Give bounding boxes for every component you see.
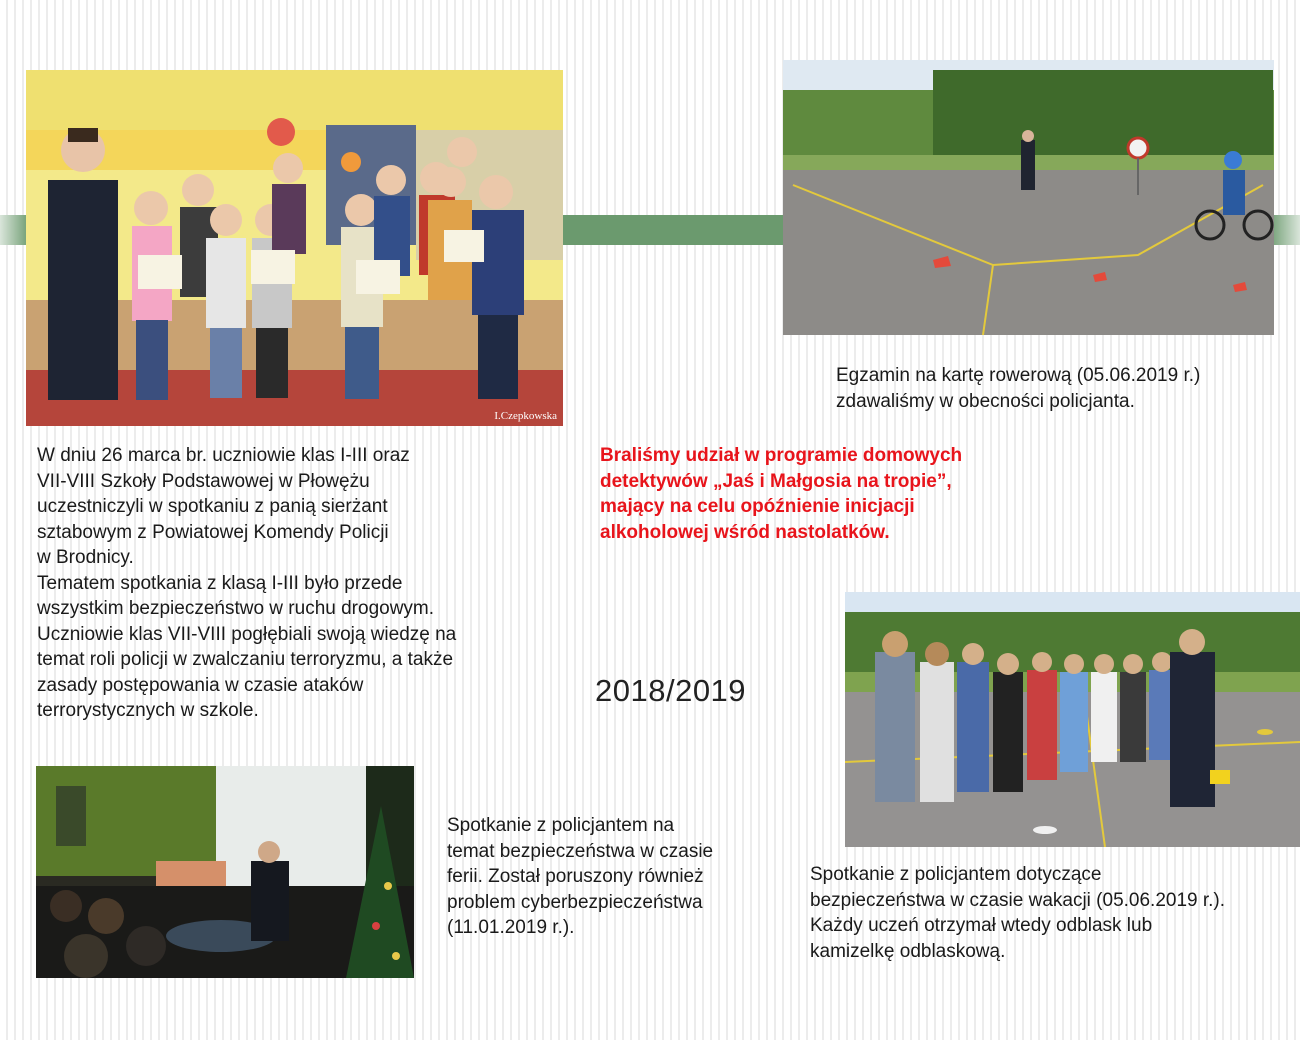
caption-summer-meeting: Spotkanie z policjantem dotyczące bezpieczeństwa w czasie wakacji (05.06.2019 r.). Każdy uczeń otrzymał wtedy odblask lub kamizelkę odblaskową. <box>810 864 1226 962</box>
photo-classroom-police-meeting <box>26 70 563 426</box>
photo-watermark: I.Czepkowska <box>494 410 557 422</box>
photo-bike-exam <box>783 60 1274 335</box>
caption-winter-meeting: Spotkanie z policjantem na temat bezpieczeństwa w czasie ferii. Został poruszony również problem cyberbezpieczeństwa (11.01.2019 r.). <box>447 815 714 938</box>
photo-winter-meeting <box>36 766 414 978</box>
photo-summer-meeting <box>845 592 1300 847</box>
caption-detective-program: Braliśmy udział w programie domowych detektywów „Jaś i Małgosia na tropie”, mający na celu opóźnienie inicjacji alkoholowej wśród nastolatków. <box>600 445 963 543</box>
caption-bike-exam: Egzamin na kartę rowerową (05.06.2019 r.) zdawaliśmy w obecności policjanta. <box>836 365 1201 412</box>
caption-meeting-march: W dniu 26 marca br. uczniowie klas I-III oraz VII-VIII Szkoły Podstawowej w Płowężu uczestniczyli w spotkaniu z panią sierżant sztabowym z Powiatowej Komendy Policji w Brodnicy. Tematem spotkania z klasą I-III było przede wszystkim bezpieczeństwo w ruchu drogowym. Uczniowie klas VII-VIII pogłębiali swoją wiedzę na temat roli policji w zwalczaniu terroryzmu, a także zasady postępowania w czasie ataków terrorystycznych w szkole. <box>37 445 457 721</box>
school-year-label: 2018/2019 <box>595 673 747 708</box>
